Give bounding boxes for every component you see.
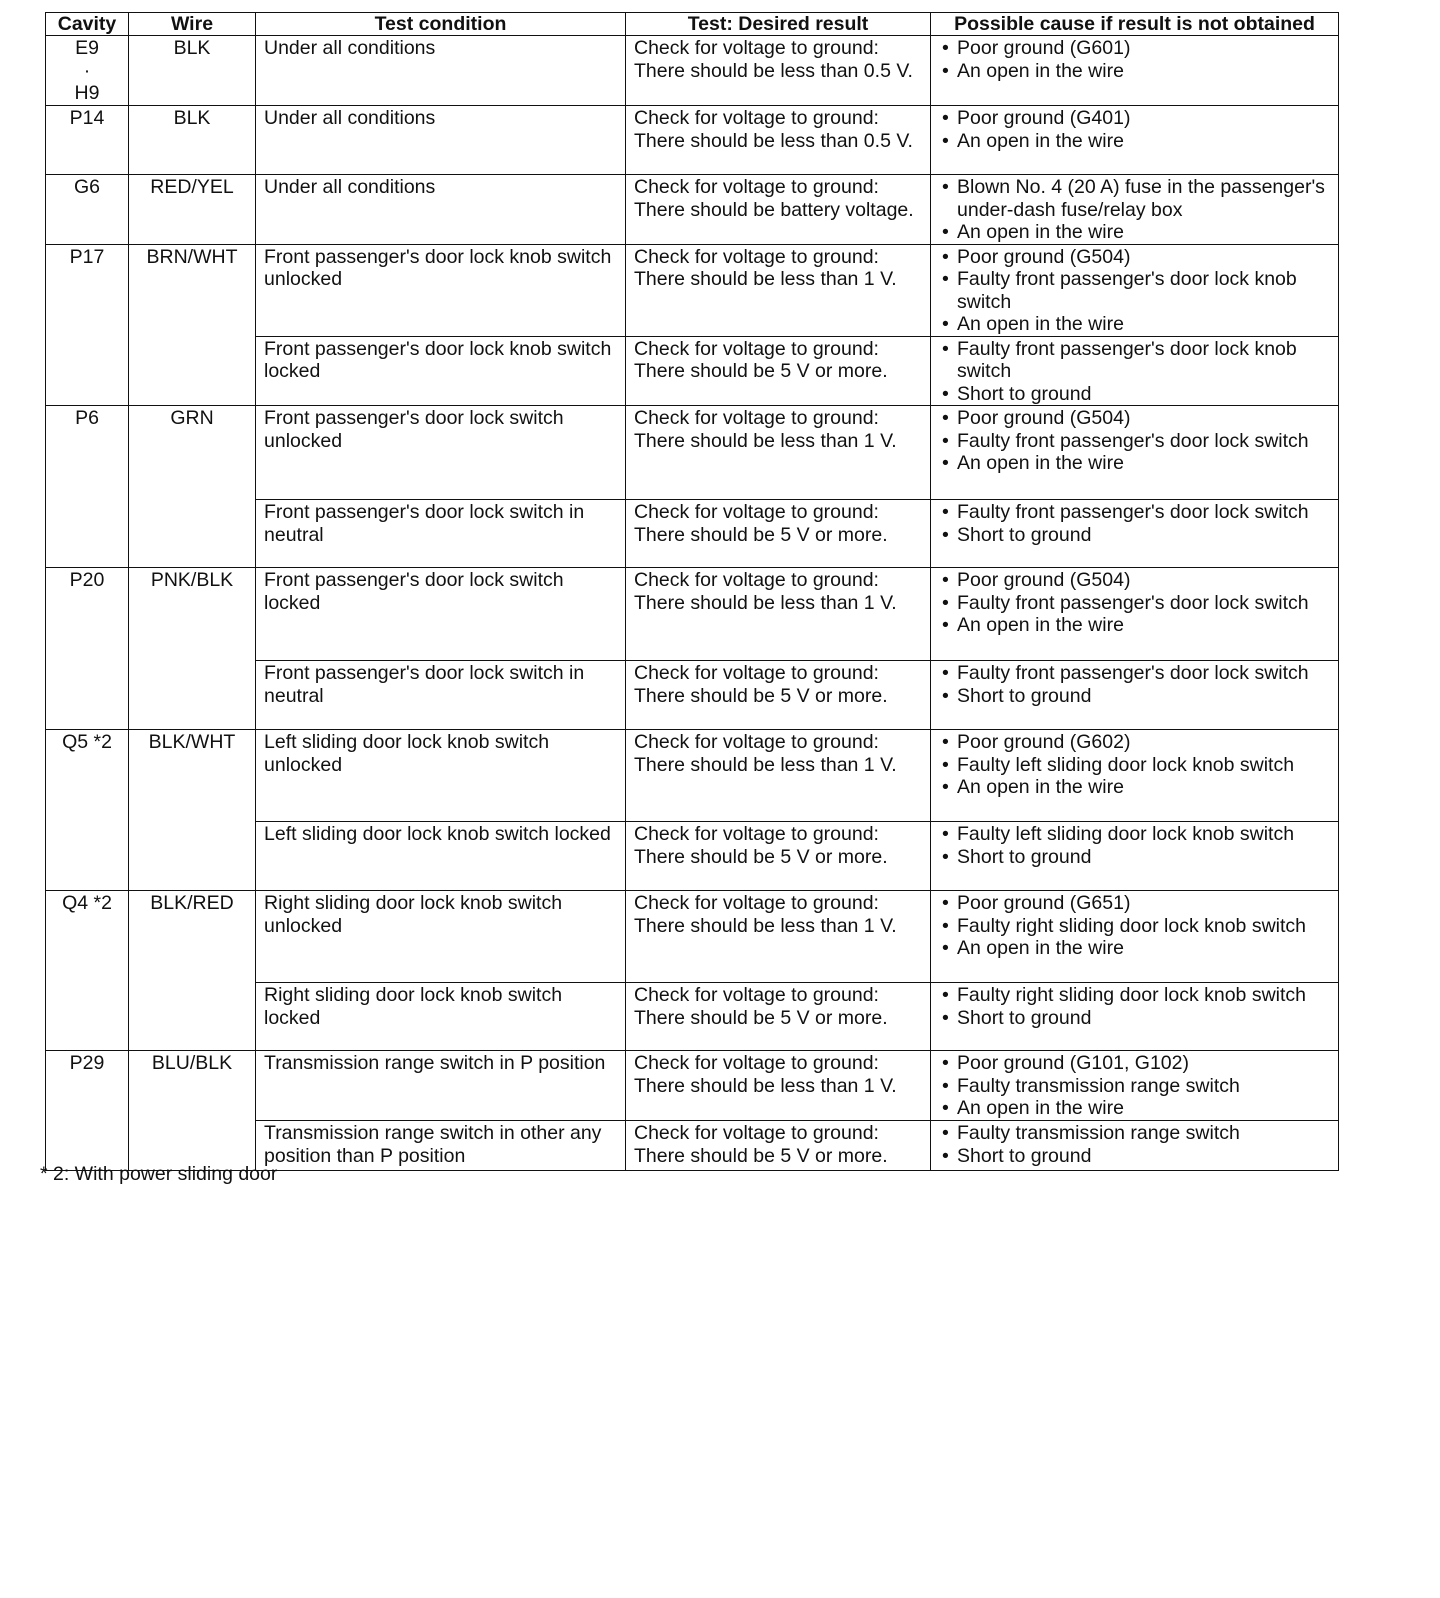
wire-cell: BLU/BLK bbox=[129, 1051, 256, 1171]
table-row bbox=[46, 175, 1339, 245]
desired-result-cell: Check for voltage to ground: There should be 5 V or more. bbox=[626, 1121, 931, 1171]
possible-cause-cell bbox=[931, 36, 1339, 106]
cause-item: • Poor ground (G504) bbox=[939, 569, 1330, 592]
possible-cause-cell bbox=[931, 106, 1339, 175]
troubleshooting-table-container bbox=[45, 12, 1338, 1171]
wire-cell: BLK/RED bbox=[129, 891, 256, 1051]
possible-cause-cell bbox=[931, 661, 1339, 730]
table-body bbox=[46, 36, 1339, 1171]
cause-item: • An open in the wire bbox=[939, 313, 1330, 336]
wire-cell: BLK bbox=[129, 36, 256, 106]
cause-list bbox=[939, 1122, 1330, 1167]
troubleshooting-table bbox=[45, 12, 1339, 1171]
header-wire: Wire bbox=[129, 13, 256, 36]
desired-result-cell: Check for voltage to ground: There should be less than 1 V. bbox=[626, 1051, 931, 1121]
cause-item: • Short to ground bbox=[939, 524, 1330, 547]
desired-result-cell: Check for voltage to ground: There should be 5 V or more. bbox=[626, 500, 931, 568]
possible-cause-cell bbox=[931, 336, 1339, 406]
cause-item: • An open in the wire bbox=[939, 614, 1330, 637]
test-condition-cell: Under all conditions bbox=[256, 106, 626, 175]
desired-result-cell: Check for voltage to ground: There should be less than 1 V. bbox=[626, 730, 931, 822]
cause-list bbox=[939, 662, 1330, 707]
desired-result-cell: Check for voltage to ground: There should be less than 0.5 V. bbox=[626, 36, 931, 106]
wire-cell: BLK/WHT bbox=[129, 730, 256, 891]
possible-cause-cell bbox=[931, 500, 1339, 568]
test-condition-cell: Right sliding door lock knob switch unlocked bbox=[256, 891, 626, 983]
cavity-cell: Q5 *2 bbox=[46, 730, 129, 891]
cause-list bbox=[939, 246, 1330, 336]
cause-item: • Faulty right sliding door lock knob switch bbox=[939, 915, 1330, 938]
cause-item: • Poor ground (G401) bbox=[939, 107, 1330, 130]
test-condition-cell: Transmission range switch in other any position than P position bbox=[256, 1121, 626, 1171]
possible-cause-cell bbox=[931, 983, 1339, 1051]
cause-item: • Short to ground bbox=[939, 846, 1330, 869]
test-condition-cell: Transmission range switch in P position bbox=[256, 1051, 626, 1121]
cause-item: • Faulty right sliding door lock knob switch bbox=[939, 984, 1330, 1007]
cause-list bbox=[939, 407, 1330, 475]
cause-item: • An open in the wire bbox=[939, 221, 1330, 244]
cause-item: • Faulty front passenger's door lock switch bbox=[939, 501, 1330, 524]
cause-item: • Faulty left sliding door lock knob switch bbox=[939, 823, 1330, 846]
header-desired-result: Test: Desired result bbox=[626, 13, 931, 36]
possible-cause-cell bbox=[931, 730, 1339, 822]
cavity-cell: P17 bbox=[46, 244, 129, 406]
desired-result-cell: Check for voltage to ground: There should be less than 1 V. bbox=[626, 891, 931, 983]
cause-item: • Faulty transmission range switch bbox=[939, 1122, 1330, 1145]
test-condition-cell: Front passenger's door lock switch in neutral bbox=[256, 500, 626, 568]
desired-result-cell: Check for voltage to ground: There should be battery voltage. bbox=[626, 175, 931, 245]
cause-item: • Poor ground (G601) bbox=[939, 37, 1330, 60]
test-condition-cell: Front passenger's door lock knob switch locked bbox=[256, 336, 626, 406]
test-condition-cell: Right sliding door lock knob switch locked bbox=[256, 983, 626, 1051]
cause-item: • Short to ground bbox=[939, 1145, 1330, 1168]
cavity-cell: P20 bbox=[46, 568, 129, 730]
test-condition-cell: Under all conditions bbox=[256, 175, 626, 245]
cavity-cell: Q4 *2 bbox=[46, 891, 129, 1051]
header-possible-cause: Possible cause if result is not obtained bbox=[931, 13, 1339, 36]
footnote: * 2: With power sliding door bbox=[40, 1163, 278, 1185]
cause-item: • An open in the wire bbox=[939, 130, 1330, 153]
wire-cell: PNK/BLK bbox=[129, 568, 256, 730]
cause-list bbox=[939, 176, 1330, 244]
cause-list bbox=[939, 984, 1330, 1029]
cause-item: • An open in the wire bbox=[939, 60, 1330, 83]
table-header-row bbox=[46, 13, 1339, 36]
cause-item: • Short to ground bbox=[939, 685, 1330, 708]
cause-item: • Faulty front passenger's door lock knob switch bbox=[939, 268, 1330, 313]
cause-item: • An open in the wire bbox=[939, 452, 1330, 475]
cause-item: • Faulty front passenger's door lock switch bbox=[939, 662, 1330, 685]
cause-list bbox=[939, 338, 1330, 406]
test-condition-cell: Front passenger's door lock switch locked bbox=[256, 568, 626, 661]
desired-result-cell: Check for voltage to ground: There should be 5 V or more. bbox=[626, 336, 931, 406]
possible-cause-cell bbox=[931, 1051, 1339, 1121]
table-row bbox=[46, 244, 1339, 336]
cavity-cell: E9 · H9 bbox=[46, 36, 129, 106]
wire-cell: BRN/WHT bbox=[129, 244, 256, 406]
table-row bbox=[46, 730, 1339, 822]
cause-item: • An open in the wire bbox=[939, 776, 1330, 799]
possible-cause-cell bbox=[931, 568, 1339, 661]
header-cavity: Cavity bbox=[46, 13, 129, 36]
test-condition-cell: Front passenger's door lock switch unlocked bbox=[256, 406, 626, 500]
cause-item: • Poor ground (G101, G102) bbox=[939, 1052, 1330, 1075]
possible-cause-cell bbox=[931, 406, 1339, 500]
desired-result-cell: Check for voltage to ground: There should be 5 V or more. bbox=[626, 983, 931, 1051]
table-row bbox=[46, 406, 1339, 500]
test-condition-cell: Front passenger's door lock switch in neutral bbox=[256, 661, 626, 730]
test-condition-cell: Left sliding door lock knob switch unlocked bbox=[256, 730, 626, 822]
table-row bbox=[46, 891, 1339, 983]
cause-list bbox=[939, 107, 1330, 152]
test-condition-cell: Front passenger's door lock knob switch unlocked bbox=[256, 244, 626, 336]
cause-list bbox=[939, 731, 1330, 799]
desired-result-cell: Check for voltage to ground: There should be less than 1 V. bbox=[626, 406, 931, 500]
test-condition-cell: Left sliding door lock knob switch locked bbox=[256, 822, 626, 891]
cause-list bbox=[939, 37, 1330, 82]
possible-cause-cell bbox=[931, 822, 1339, 891]
cause-item: • Poor ground (G504) bbox=[939, 407, 1330, 430]
cause-item: • Poor ground (G504) bbox=[939, 246, 1330, 269]
cavity-cell: P14 bbox=[46, 106, 129, 175]
cause-list bbox=[939, 892, 1330, 960]
cause-item: • Faulty transmission range switch bbox=[939, 1075, 1330, 1098]
table-row bbox=[46, 1051, 1339, 1121]
table-row bbox=[46, 568, 1339, 661]
cause-item: • Faulty front passenger's door lock switch bbox=[939, 430, 1330, 453]
cavity-cell: P6 bbox=[46, 406, 129, 568]
cause-item: • Short to ground bbox=[939, 383, 1330, 406]
cause-list bbox=[939, 823, 1330, 868]
cause-item: • Faulty left sliding door lock knob switch bbox=[939, 754, 1330, 777]
possible-cause-cell bbox=[931, 244, 1339, 336]
cavity-cell: G6 bbox=[46, 175, 129, 245]
desired-result-cell: Check for voltage to ground: There should be 5 V or more. bbox=[626, 661, 931, 730]
possible-cause-cell bbox=[931, 891, 1339, 983]
header-test-condition: Test condition bbox=[256, 13, 626, 36]
cause-item: • Faulty front passenger's door lock switch bbox=[939, 592, 1330, 615]
table-row bbox=[46, 36, 1339, 106]
cavity-cell: P29 bbox=[46, 1051, 129, 1171]
cause-item: • An open in the wire bbox=[939, 937, 1330, 960]
possible-cause-cell bbox=[931, 175, 1339, 245]
cause-item: • Short to ground bbox=[939, 1007, 1330, 1030]
wire-cell: GRN bbox=[129, 406, 256, 568]
desired-result-cell: Check for voltage to ground: There should be 5 V or more. bbox=[626, 822, 931, 891]
cause-item: • Faulty front passenger's door lock knob switch bbox=[939, 338, 1330, 383]
desired-result-cell: Check for voltage to ground: There should be less than 0.5 V. bbox=[626, 106, 931, 175]
wire-cell: RED/YEL bbox=[129, 175, 256, 245]
cause-item: • Blown No. 4 (20 A) fuse in the passenger's under-dash fuse/relay box bbox=[939, 176, 1330, 221]
possible-cause-cell bbox=[931, 1121, 1339, 1171]
table-row bbox=[46, 106, 1339, 175]
cause-list bbox=[939, 1052, 1330, 1120]
test-condition-cell: Under all conditions bbox=[256, 36, 626, 106]
desired-result-cell: Check for voltage to ground: There should be less than 1 V. bbox=[626, 568, 931, 661]
cause-list bbox=[939, 501, 1330, 546]
cause-item: • An open in the wire bbox=[939, 1097, 1330, 1120]
cause-list bbox=[939, 569, 1330, 637]
cause-item: • Poor ground (G602) bbox=[939, 731, 1330, 754]
wire-cell: BLK bbox=[129, 106, 256, 175]
desired-result-cell: Check for voltage to ground: There should be less than 1 V. bbox=[626, 244, 931, 336]
cause-item: • Poor ground (G651) bbox=[939, 892, 1330, 915]
